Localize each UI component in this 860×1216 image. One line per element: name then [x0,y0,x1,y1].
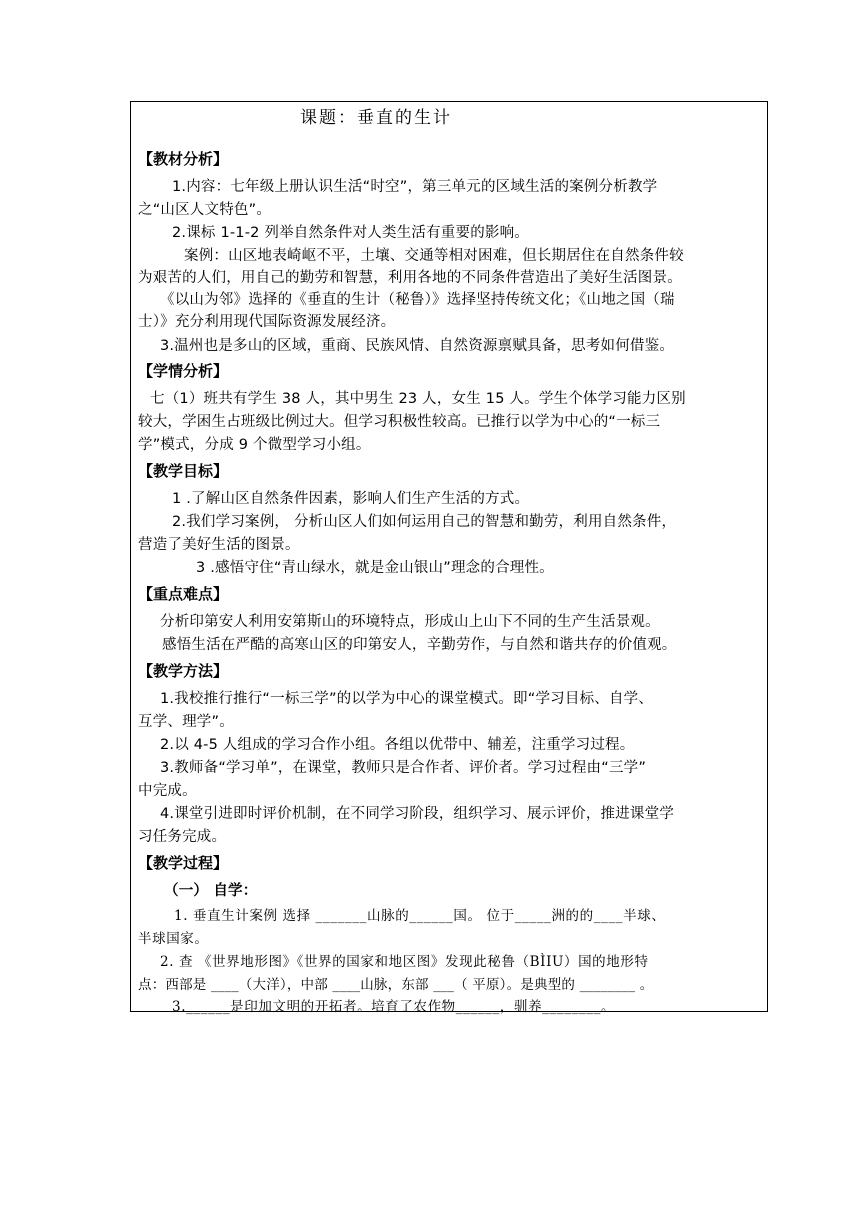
exercise-line: 半球国家。 [138,931,209,947]
text-line: 2.以 4-5 人组成的学习合作小组。各组以优带中、辅差，注重学习过程。 [160,737,635,753]
text-line: 3.温州也是多山的区域，重商、民族风情、自然资源禀赋具备，思考如何借鉴。 [160,338,675,354]
exercise-line: 3.______是印加文明的开拓者。培育了农作物______，驯养________。 [172,999,616,1015]
sub-heading: （一） 自学： [164,883,258,899]
page-title: 课题：垂直的生计 [300,108,452,128]
exercise-line: 2. 查 《世界地形图》《世界的国家和地区图》发现此秘鲁（BÌIU）国的地形特 [160,954,649,970]
text-line: 七（1）班共有学生 38 人，其中男生 23 人，女生 15 人。学生个体学习能力区别 [150,391,686,407]
text-line: 案例：山区地表崎岖不平，土壤、交通等相对困难，但长期居住在自然条件较 [184,248,684,264]
exercise-line: 1. 垂直生计案例 选择 _______山脉的______国。 位于_____洲的的____半球、 [174,908,666,924]
section-heading-methods: 【教学方法】 [138,662,229,680]
text-line: 2.我们学习案例， 分析山区人们如何运用自己的智慧和勤劳，利用自然条件， [172,514,677,530]
text-line: 分析印第安人利用安第斯山的环境特点，形成山上山下不同的生产生活景观。 [160,614,660,630]
text-line: 较大，学困生占班级比例过大。但学习积极性较高。已推行以学为中心的“一标三 [138,414,661,430]
text-line: 习任务完成。 [138,829,227,845]
text-line: 学”模式，分成 9 个微型学习小组。 [138,437,371,453]
text-line: 1.内容：七年级上册认识生活“时空”，第三单元的区域生活的案例分析教学 [172,179,658,195]
text-line: 1.我校推行推行“一标三学”的以学为中心的课堂模式。即“学习目标、自学、 [160,691,654,707]
text-line: 4.课堂引进即时评价机制，在不同学习阶段，组织学习、展示评价，推进课堂学 [160,806,675,822]
text-line: 《以山为邻》选择的《垂直的生计（秘鲁）》选择坚持传统文化；《山地之国（瑞 [160,292,675,308]
text-line: 营造了美好生活的图景。 [138,537,300,553]
text-line: 中完成。 [138,783,197,799]
text-line: 互学、理学”。 [138,714,234,730]
text-line: 2.课标 1-1-2 列举自然条件对人类生活有重要的影响。 [172,225,529,241]
section-heading-process: 【教学过程】 [138,854,229,872]
text-line: 3 .感悟守住“青山绿水，就是金山银山”理念的合理性。 [196,560,554,576]
section-heading-key-points: 【重点难点】 [138,585,229,603]
section-heading-students: 【学情分析】 [138,362,229,380]
exercise-line: 点：西部是 ____（大洋），中部 ____山脉，东部 ___（ 平原）。是典型的 ________ 。 [138,977,654,993]
text-line: 为艰苦的人们，用自己的勤劳和智慧，利用各地的不同条件营造出了美好生活图景。 [138,270,682,286]
text-line: 士）》充分利用现代国际资源发展经济。 [138,314,396,330]
text-line: 之“山区人文特色”。 [138,202,272,218]
text-line: 感悟生活在严酷的高寒山区的印第安人，辛勤劳作，与自然和谐共存的价值观。 [162,637,677,653]
text-line: 3.教师备“学习单”，在课堂，教师只是合作者、评价者。学习过程由“三学” [160,760,647,776]
section-heading-material: 【教材分析】 [138,150,229,168]
text-line: 1 .了解山区自然条件因素，影响人们生产生活的方式。 [172,491,530,507]
section-heading-goals: 【教学目标】 [138,462,229,480]
